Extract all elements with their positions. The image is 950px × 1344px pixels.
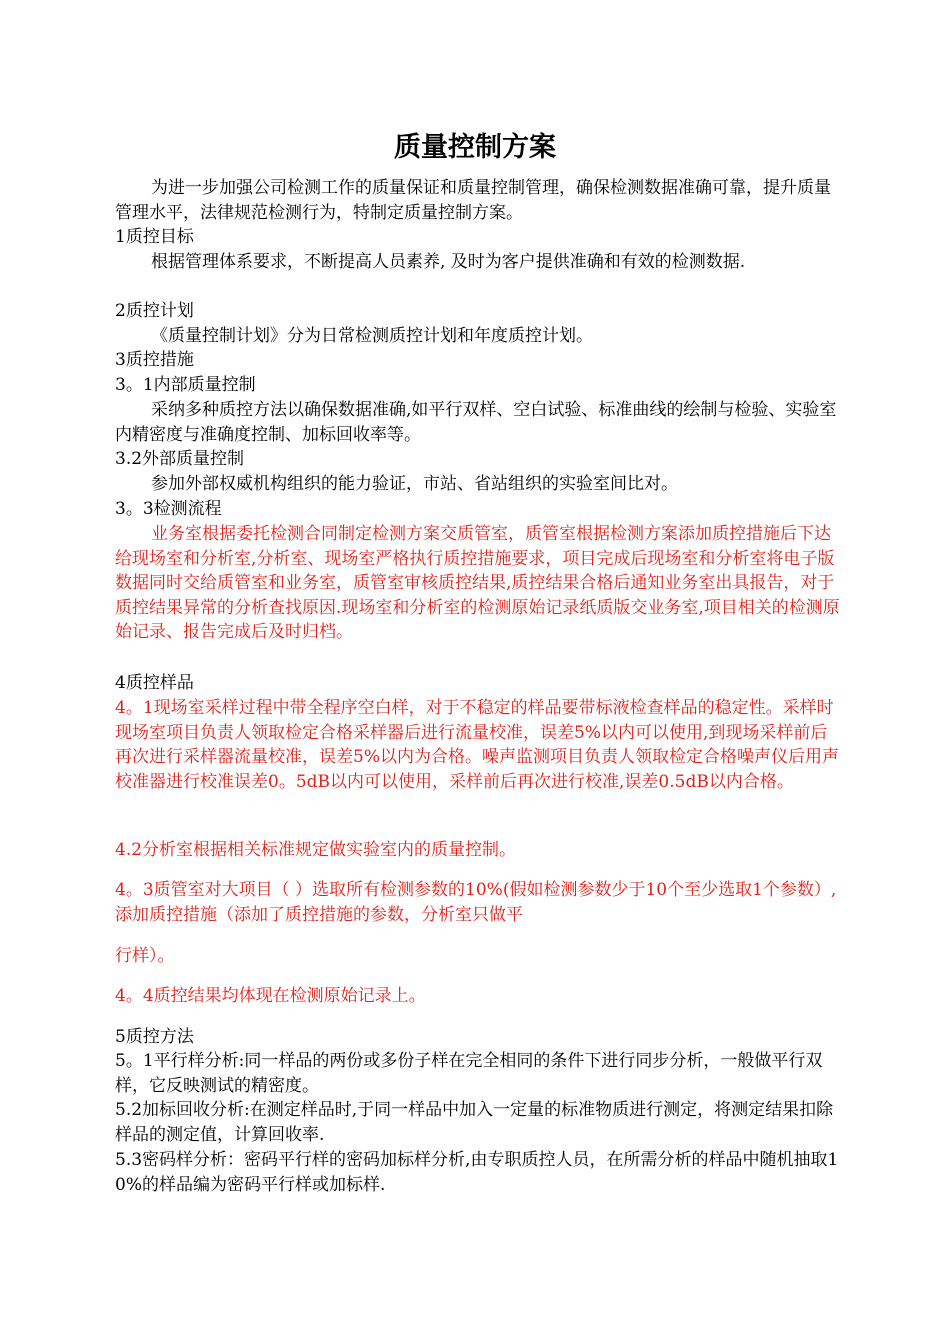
section-3-1-paragraph: 采纳多种质控方法以确保数据准确,如平行双样、空白试验、标准曲线的绘制与检验、实验室内精密度与准确度控制、加标回收率等。 [115,400,837,445]
section-1-paragraph: 根据管理体系要求，不断提高人员素养, 及时为客户提供准确和有效的检测数据. [151,252,746,272]
section-5-1-paragraph: 5。1平行样分析:同一样品的两份或多份子样在完全相同的条件下进行同步分析，一般做平行双样，它反映测试的精密度。 [115,1051,823,1096]
section-4-3-tail: 行样）。 [115,946,175,966]
section-5-heading: 5质控方法 [115,1027,194,1047]
section-3-heading: 3质控措施 [115,350,194,370]
section-5-2-paragraph: 5.2加标回收分析:在测定样品时,于同一样品中加入一定量的标准物质进行测定，将测定结果扣除样品的测定值，计算回收率. [115,1100,834,1145]
section-2-heading: 2质控计划 [115,301,194,321]
section-1-heading: 1质控目标 [115,227,194,247]
section-4-heading: 4质控样品 [115,673,194,693]
section-5-3-paragraph: 5.3密码样分析：密码平行样的密码加标样分析,由专职质控人员，在所需分析的样品中随机抽取10%的样品编为密码平行样或加标样. [115,1150,839,1195]
intro-paragraph: 为进一步加强公司检测工作的质量保证和质量控制管理，确保检测数据准确可靠，提升质量管理水平，法律规范检测行为，特制定质量控制方案。 [115,178,831,223]
section-3-3-heading: 3。3检测流程 [115,499,222,519]
section-4-3-paragraph: 4。3质管室对大项目（ ）选取所有检测参数的10%(假如检测参数少于10个至少选取1个参数）,添加质控措施（添加了质控措施的参数，分析室只做平 [115,880,837,925]
section-3-1-heading: 3。1内部质量控制 [115,375,256,395]
section-4-2-paragraph: 4.2分析室根据相关标准规定做实验室内的质量控制。 [115,840,517,860]
section-2-paragraph: 《质量控制计划》分为日常检测质控计划和年度质控计划。 [151,326,593,346]
section-3-2-paragraph: 参加外部权威机构组织的能力验证，市站、省站组织的实验室间比对。 [151,474,678,494]
document-title: 质量控制方案 [394,132,556,163]
section-4-1-paragraph: 4。1现场室采样过程中带全程序空白样，对于不稳定的样品要带标液检查样品的稳定性。采样时现场室项目负责人领取检定合格采样器后进行流量校准，误差5%以内可以使用,到现场采样前后再次进行采样器流量校准，误差5%以内为合格。噪声监测项目负责人领取检定合格噪声仪后用声校准器进行校准误差0。5dB以内可以使用，采样前后再次进行校准,误差0.5dB以内合格。 [115,698,839,792]
section-4-4-paragraph: 4。4质控结果均体现在检测原始记录上。 [115,986,426,1006]
section-3-3-paragraph: 业务室根据委托检测合同制定检测方案交质管室，质管室根据检测方案添加质控措施后下达给现场室和分析室,分析室、现场室严格执行质控措施要求，项目完成后现场室和分析室将电子版数据同时交给质管室和业务室，质管室审核质控结果,质控结果合格后通知业务室出具报告，对于质控结果异常的分析查找原因.现场室和分析室的检测原始记录纸质版交业务室,项目相关的检测原始记录、报告完成后及时归档。 [115,524,840,643]
section-3-2-heading: 3.2外部质量控制 [115,449,245,469]
